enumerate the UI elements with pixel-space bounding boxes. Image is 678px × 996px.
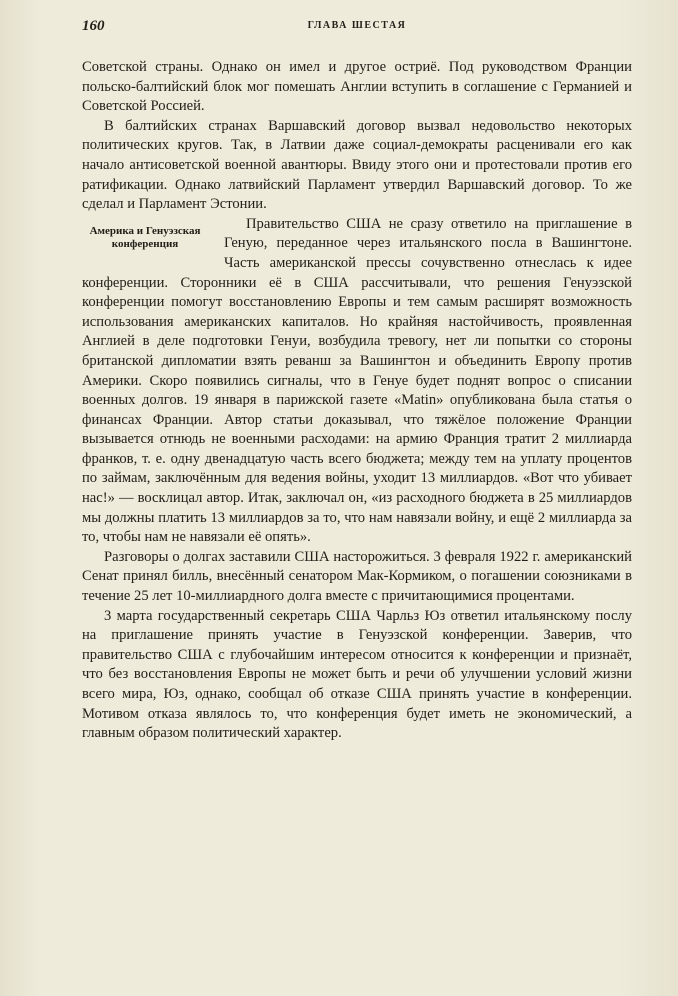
paragraph-3: Правительство США не сразу ответило на приглашение в Геную, переданное через итальянского посла в Вашингтоне. Часть американской прессы сочувственно отнеслась к идее конференции. Сторонники её в США рассчитывали, что решения Генуэзской конференции помогут восстановлению Европы и тем самым расширят возможность использования американских капиталов. Но крайняя настойчивость, проявленная Англией в деле подготовки Генуи, возбудила тревогу, нет ли попытки со стороны британской дипломатии взять реванш за Вашингтон и объединить Европу против Америки. Скоро появились сигналы, что в Генуе будет поднят вопрос о списании военных долгов. 19 января в парижской газете «Matin» опубликована была статья о финансах Франции. Автор статьи доказывал, что тяжёлое положение Франции вызывается отнюдь не военными расходами: на армию Франция тратит 2 миллиарда франков, т. е. одну двенадцатую часть всего бюджета; между тем на уплату процентов по займам, заключённым для ведения войны, уходит 13 миллиардов. «Вот что убивает нас!» — восклицал автор. Итак, заключал он, «из расходного бюджета в 25 миллиардов мы должны платить 13 миллиардов за то, что нам навязали войну, и ещё 2 миллиарда за то, чтобы нам не навязали её опять».: [82, 215, 632, 546]
paragraph-4: Разговоры о долгах заставили США насторожиться. 3 февраля 1922 г. американский Сенат принял билль, внесённый сенатором Мак-Кормиком, о погашении союзниками в течение 25 лет 10-миллиардного долга вместе с причитающимися процентами.: [82, 548, 632, 605]
paragraph-2: В балтийских странах Варшавский договор вызвал недовольство некоторых политических кругов. Так, в Латвии даже социал-демократы расценивали его как начало антисоветской военной авантюры. Ввиду этого они и протестовали против его ратификации. Однако латвийский Парламент утвердил Варшавский договор. То же сделал и Парламент Эстонии.: [82, 117, 632, 213]
running-head: ГЛАВА ШЕСТАЯ: [307, 20, 407, 31]
paragraph-5: 3 марта государственный секретарь США Чарльз Юз ответил итальянскому послу на приглашение принять участие в Генуэзской конференции. Заверив, что правительство США с глубочайшим интересом относится к конференции и признаёт, что без восстановления Европы не может быть и речи об улучшении условий жизни всего мира, Юз, однако, сообщал об отказе США принять участие в конференции. Мотивом отказа являлось то, что конференция будет иметь не экономический, а главным образом политический характер.: [82, 607, 632, 742]
body-text: [82, 58, 632, 744]
paragraph-1: Советской страны. Однако он имел и другое остриё. Под руководством Франции польско-балтийский блок мог помешать Англии вступить в соглашение с Германией и Советской Россией.: [82, 59, 632, 115]
page-number: 160: [82, 18, 105, 34]
page-header: [82, 18, 632, 38]
margin-note: Америка и Генуэзская конференция: [89, 224, 201, 250]
